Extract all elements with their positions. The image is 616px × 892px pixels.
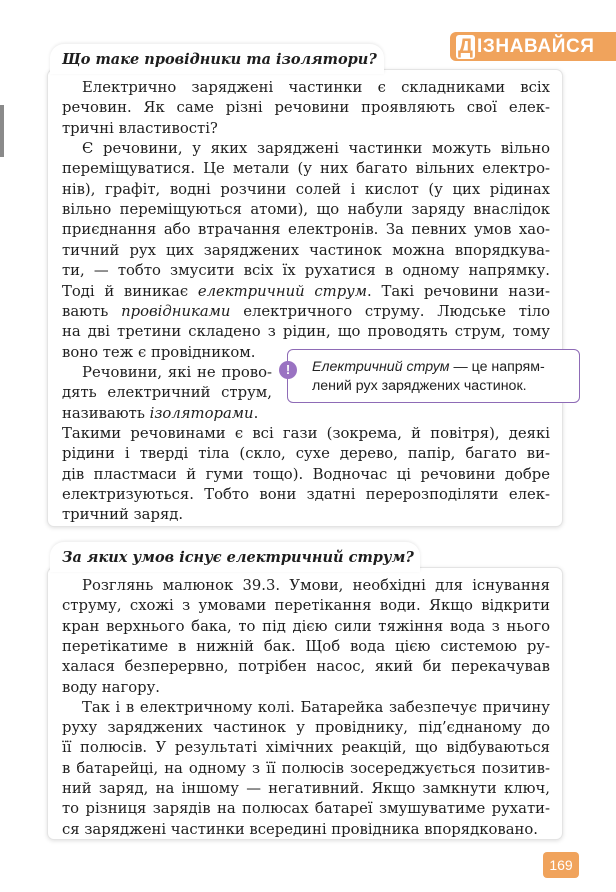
text-fragment: називають bbox=[62, 405, 150, 422]
text-fragment: речовин. Як саме різні речовини проявляють свої елек- bbox=[62, 99, 550, 116]
text-line bbox=[62, 200, 550, 220]
text-fragment: Такими речовинами є всі гази (зокрема, й повітря), деякі bbox=[62, 425, 550, 442]
text-line bbox=[62, 617, 550, 637]
definition-note bbox=[287, 349, 580, 403]
text-fragment: дів пластмаси й гуми тощо). Водночас ці речовини добре bbox=[62, 466, 550, 483]
text-fragment: . Такі речовини нази- bbox=[367, 283, 550, 300]
text-fragment: електричного струму. Людське тіло bbox=[230, 303, 550, 320]
text-line bbox=[62, 465, 550, 485]
text-fragment: воду нагору. bbox=[62, 679, 160, 696]
text-line bbox=[62, 180, 550, 200]
text-fragment: вільно переміщуються атоми), що набули заряду внаслідок bbox=[62, 201, 550, 218]
text-fragment: Речовини, які не прово- bbox=[82, 364, 272, 381]
text-fragment: Є речовини, у яких заряджені частинки можуть вільно bbox=[82, 140, 550, 157]
section-1-title: Що таке провідники та ізолятори? bbox=[50, 44, 384, 74]
text-line bbox=[62, 637, 550, 657]
text-line bbox=[62, 404, 272, 424]
text-line bbox=[62, 444, 550, 464]
text-line bbox=[62, 759, 550, 779]
section-badge bbox=[450, 32, 616, 61]
text-line bbox=[62, 220, 550, 240]
key-term: провідниками bbox=[121, 303, 231, 320]
text-line bbox=[82, 576, 550, 596]
text-fragment: рідини і тверді тіла (скло, сухе дерево, папір, багато ви- bbox=[62, 445, 550, 462]
text-line bbox=[82, 698, 550, 718]
definition-term: Електричний струм bbox=[312, 359, 450, 375]
text-line bbox=[62, 820, 550, 840]
text-fragment: халася безперервно, потрібен насос, який би перекачував bbox=[62, 658, 550, 675]
exclamation-icon: ! bbox=[279, 361, 297, 379]
text-fragment: струму, схожі з умовами перетікання води. Якщо відкрити bbox=[62, 597, 550, 614]
text-line bbox=[62, 424, 550, 444]
text-line bbox=[62, 678, 550, 698]
badge-label: ІЗНАВАЙСЯ bbox=[477, 35, 595, 57]
text-line bbox=[62, 738, 550, 758]
text-line bbox=[62, 261, 550, 281]
definition-text bbox=[312, 358, 570, 396]
text-fragment: Електрично заряджені частинки є складниками всіх bbox=[82, 79, 550, 96]
badge-first-letter: Д bbox=[456, 35, 475, 59]
text-line bbox=[62, 505, 550, 525]
text-line bbox=[62, 241, 550, 261]
text-fragment: нів), графіт, водні розчини солей і кислот (у цих рідинах bbox=[62, 181, 550, 198]
text-line bbox=[62, 485, 550, 505]
key-term: електричний струм bbox=[197, 283, 368, 300]
text-line bbox=[62, 779, 550, 799]
text-fragment: ся заряджені частинки всередині провідника впорядковано. bbox=[62, 821, 539, 838]
text-fragment: руху заряджених частинок у провіднику, під’єднаному до bbox=[62, 719, 550, 736]
text-fragment: на дві третини складено з рідин, що проводять струм, тому bbox=[62, 323, 550, 340]
text-line bbox=[62, 282, 550, 302]
definition-body: — це напрямлений рух заряджених частинок. bbox=[312, 359, 545, 394]
text-fragment: воно теж є провідником. bbox=[62, 344, 256, 361]
text-fragment: її полюсів. У результаті хімічних реакцій, що відбуваються bbox=[62, 739, 550, 756]
text-fragment: ний заряд, на іншому — негативний. Якщо замкнути ключ, bbox=[62, 780, 550, 797]
text-line bbox=[62, 159, 550, 179]
text-fragment: в батарейці, на одному з її полюсів зосереджується позитив- bbox=[62, 760, 550, 777]
text-line bbox=[62, 98, 550, 118]
text-line bbox=[62, 119, 550, 139]
text-line bbox=[82, 78, 550, 98]
text-fragment: тричні властивості? bbox=[62, 120, 218, 137]
text-fragment: Так і в електричному колі. Батарейка забезпечує причину bbox=[82, 699, 550, 716]
text-fragment: переміщуватися. Це метали (у них багато вільних електро- bbox=[62, 160, 550, 177]
text-line bbox=[62, 657, 550, 677]
text-fragment: вають bbox=[62, 303, 122, 320]
text-line bbox=[62, 302, 550, 322]
text-line bbox=[62, 596, 550, 616]
page-edge-mark bbox=[0, 105, 4, 157]
text-line bbox=[82, 139, 550, 159]
text-line bbox=[62, 799, 550, 819]
section-2-title: За яких умов існує електричний струм? bbox=[50, 542, 420, 572]
text-fragment: кран верхнього бака, то під дією сили тяжіння вода з нього bbox=[62, 618, 550, 635]
text-fragment: . bbox=[253, 405, 259, 422]
text-fragment: тричний заряд. bbox=[62, 506, 184, 523]
text-fragment: то різниця зарядів на полюсах батареї змушуватиме рухати- bbox=[62, 800, 550, 817]
text-line bbox=[62, 718, 550, 738]
text-fragment: дять електричний струм, bbox=[62, 384, 272, 401]
text-fragment: приєднання або втрачання електронів. За певних умов хао- bbox=[62, 221, 550, 238]
text-line bbox=[82, 363, 272, 383]
text-fragment: тичний рух цих заряджених частинок можна впорядкува- bbox=[62, 242, 550, 259]
text-fragment: ти, — тобто змусити всіх їх рухатися в одному напрямку. bbox=[62, 262, 550, 279]
text-line bbox=[62, 383, 272, 403]
text-fragment: перетікатиме в нижній бак. Щоб вода цією системою ру- bbox=[62, 638, 550, 655]
text-line bbox=[62, 322, 550, 342]
page-number: 169 bbox=[543, 852, 579, 878]
key-term: ізоляторами bbox=[149, 405, 254, 422]
text-fragment: електризуються. Тобто вони здатні перерозподіляти елек- bbox=[62, 486, 550, 503]
text-fragment: Тоді й виникає bbox=[62, 283, 198, 300]
text-fragment: Розглянь малюнок 39.3. Умови, необхідні для існування bbox=[82, 577, 550, 594]
